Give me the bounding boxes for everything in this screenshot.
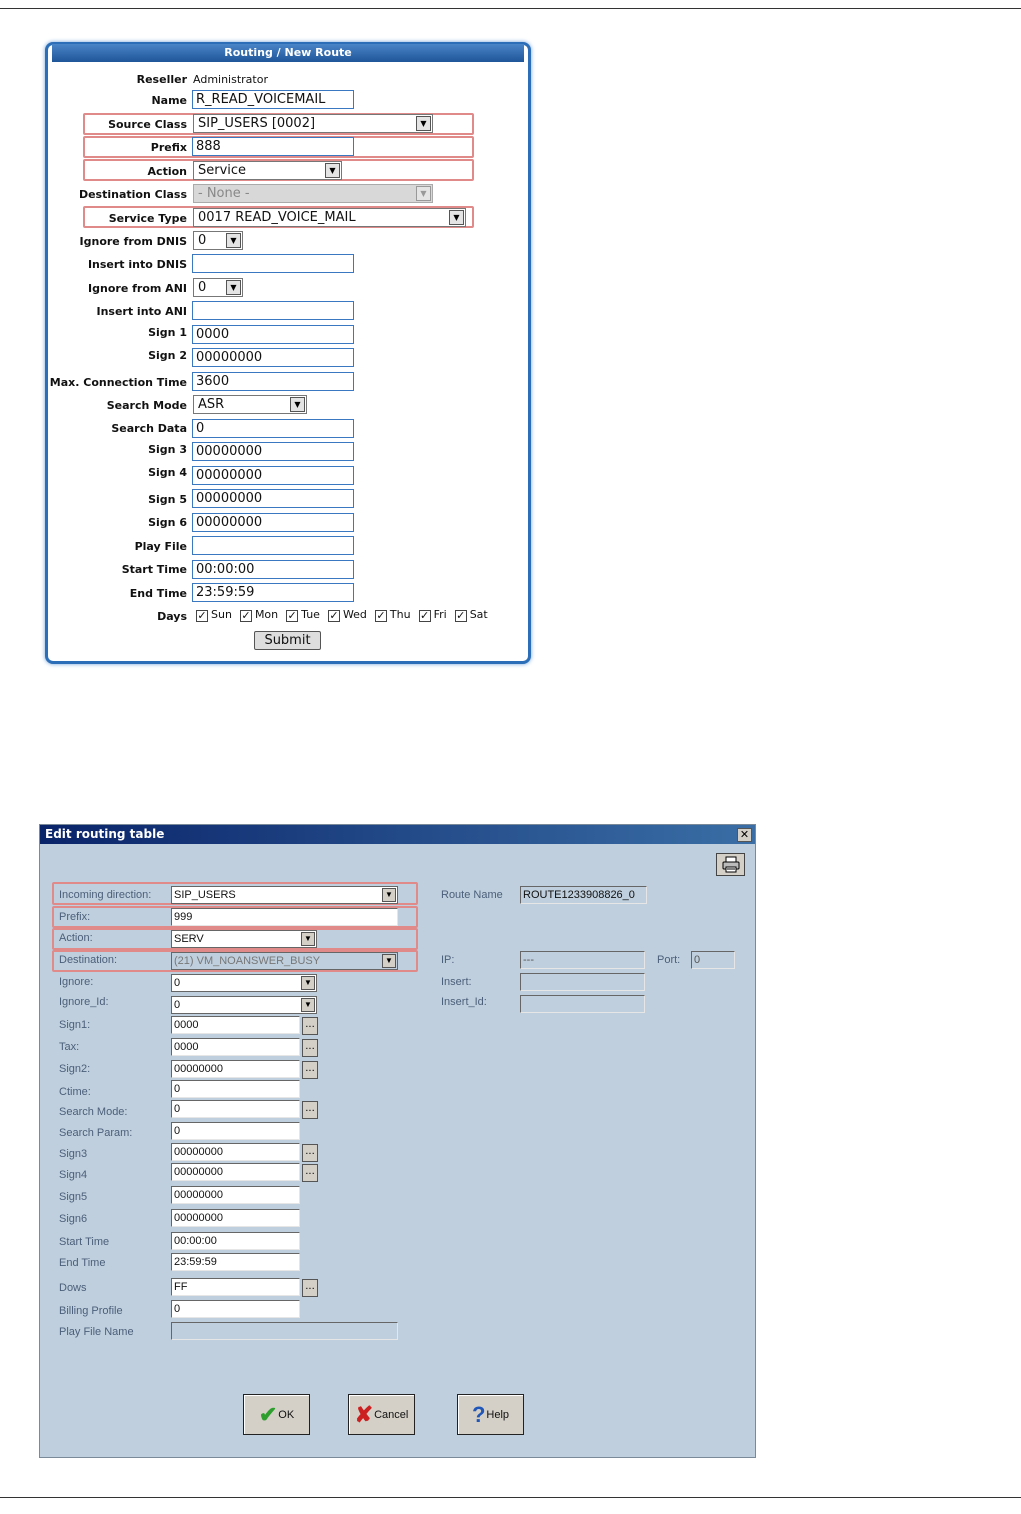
incoming-direction-label: Incoming direction:	[59, 889, 152, 901]
chevron-down-icon: ▼	[325, 163, 340, 178]
question-mark-icon: ?	[471, 1401, 486, 1427]
prefix-label: Prefix	[150, 141, 187, 154]
web-panel-title: Routing / New Route	[52, 44, 524, 62]
ignore-from-dnis-select[interactable]	[193, 231, 243, 250]
chevron-down-icon: ▼	[301, 998, 315, 1012]
cancel-button[interactable]	[348, 1394, 415, 1435]
ignore-from-ani-value: 0	[198, 280, 207, 295]
destination-value: (21) VM_NOANSWER_BUSY	[174, 955, 321, 967]
chevron-down-icon: ▼	[301, 976, 315, 990]
day-label: Sat	[469, 608, 488, 621]
service-type-value: 0017 READ_VOICE_MAIL	[198, 210, 356, 225]
sign1-input[interactable]: 0000	[192, 325, 354, 344]
insert-into-dnis-label: Insert into DNIS	[87, 258, 187, 271]
search-mode-value: ASR	[198, 397, 225, 412]
route-name-input: ROUTE1233908826_0	[520, 886, 647, 904]
checkbox-checked-icon[interactable]: ✓	[419, 609, 430, 622]
chevron-down-icon: ▼	[226, 233, 241, 248]
start-time-input[interactable]: 00:00:00	[192, 560, 354, 579]
sign4-input[interactable]: 00000000	[192, 466, 354, 485]
day-tue[interactable]	[286, 608, 320, 622]
ignore-value: 0	[174, 977, 181, 989]
action-label: Action	[147, 165, 187, 178]
end-time-input[interactable]: 23:59:59	[192, 583, 354, 602]
ignore-from-ani-select[interactable]	[193, 278, 243, 297]
day-sun[interactable]	[196, 608, 232, 622]
destination-label: Destination:	[59, 954, 118, 966]
max-connection-time-label: Max. Connection Time	[49, 376, 187, 389]
prefix-input-dialog[interactable]: 999	[171, 908, 398, 926]
action-select[interactable]	[193, 161, 342, 180]
ignore-select[interactable]	[171, 974, 317, 992]
service-type-select[interactable]	[193, 208, 466, 227]
x-icon: ✘	[354, 1401, 374, 1427]
sign4-browse-button[interactable]: ...	[302, 1164, 318, 1182]
sign4-input-dialog[interactable]: 00000000	[171, 1163, 300, 1181]
sign1-label-dialog: Sign1:	[59, 1019, 91, 1031]
play-file-name-label: Play File Name	[59, 1326, 134, 1338]
billing-profile-input[interactable]: 0	[171, 1300, 300, 1318]
prefix-label-dialog: Prefix:	[59, 911, 91, 923]
ignore-label: Ignore:	[59, 976, 94, 988]
day-label: Tue	[301, 608, 320, 621]
play-file-input[interactable]	[192, 536, 354, 555]
dows-browse-button[interactable]: ...	[302, 1279, 318, 1297]
name-input[interactable]: R_READ_VOICEMAIL	[192, 90, 354, 109]
insert-input	[520, 973, 645, 991]
destination-class-select	[193, 184, 433, 203]
day-label: Wed	[342, 608, 367, 621]
tax-label: Tax:	[59, 1041, 80, 1053]
action-value: Service	[198, 163, 247, 178]
ignore-id-label: Ignore_Id:	[59, 996, 109, 1008]
source-class-select[interactable]	[193, 114, 433, 133]
search-data-label: Search Data	[111, 422, 187, 435]
checkbox-checked-icon[interactable]: ✓	[329, 609, 339, 622]
search-mode-browse-button[interactable]: ...	[302, 1101, 318, 1119]
ignore-id-select[interactable]	[171, 996, 317, 1014]
search-param-input[interactable]: 0	[171, 1122, 300, 1140]
day-label: Fri	[433, 608, 447, 621]
search-param-label: Search Param:	[59, 1127, 133, 1139]
sign1-browse-button[interactable]: ...	[302, 1017, 318, 1035]
checkbox-checked-icon[interactable]: ✓	[287, 609, 297, 622]
ok-button[interactable]	[243, 1394, 310, 1435]
sign3-label: Sign 3	[148, 443, 187, 456]
day-sat[interactable]	[455, 608, 488, 622]
port-input: 0	[691, 951, 735, 969]
top-rule	[0, 8, 1021, 9]
sign3-input[interactable]: 00000000	[192, 442, 354, 461]
submit-button[interactable]: Submit	[254, 631, 321, 650]
max-connection-time-input[interactable]: 3600	[192, 372, 354, 391]
destination-select	[171, 952, 398, 970]
checkbox-checked-icon[interactable]: ✓	[376, 609, 386, 622]
search-data-input[interactable]: 0	[192, 419, 354, 438]
chevron-down-icon: ▼	[226, 280, 241, 295]
checkbox-checked-icon[interactable]: ✓	[197, 609, 207, 622]
day-mon[interactable]	[240, 608, 278, 622]
action-value-dialog: SERV	[174, 933, 204, 945]
print-button[interactable]	[716, 853, 745, 876]
sign2-label: Sign 2	[148, 349, 187, 362]
close-icon[interactable]: ✕	[737, 828, 752, 842]
dows-label: Dows	[59, 1282, 87, 1294]
sign3-browse-button[interactable]: ...	[302, 1144, 318, 1162]
insert-label: Insert:	[441, 976, 472, 988]
sign5-label-dialog: Sign5	[59, 1191, 88, 1203]
play-file-name-input	[171, 1322, 398, 1340]
dows-input[interactable]: FF	[171, 1278, 300, 1296]
insert-into-dnis-input[interactable]	[192, 254, 354, 273]
bottom-rule	[0, 1497, 1021, 1498]
source-class-label: Source Class	[108, 118, 187, 131]
prefix-input[interactable]: 888	[192, 137, 354, 156]
sign2-browse-button[interactable]: ...	[302, 1061, 318, 1079]
sign2-input[interactable]: 00000000	[192, 348, 354, 367]
search-mode-input-dialog[interactable]: 0	[171, 1100, 300, 1118]
ctime-label: Ctime:	[59, 1086, 91, 1098]
ignore-id-value: 0	[174, 999, 181, 1011]
insert-id-label: Insert_Id:	[441, 996, 487, 1008]
incoming-direction-value: SIP_USERS	[174, 889, 236, 901]
days-label: Days	[157, 610, 187, 623]
search-mode-label: Search Mode	[106, 399, 187, 412]
sign1-label: Sign 1	[148, 326, 187, 339]
cancel-label: Cancel	[374, 1408, 409, 1421]
chevron-down-icon: ▼	[416, 116, 431, 131]
ignore-from-dnis-label: Ignore from DNIS	[79, 235, 187, 248]
ctime-input[interactable]: 0	[171, 1080, 300, 1098]
sign1-input-dialog[interactable]: 0000	[171, 1016, 300, 1034]
route-name-label: Route Name	[441, 889, 503, 901]
help-label: Help	[486, 1408, 510, 1421]
day-label: Sun	[211, 608, 232, 621]
action-select-dialog[interactable]	[171, 930, 317, 948]
sign2-label-dialog: Sign2:	[59, 1063, 91, 1075]
chevron-down-icon: ▼	[382, 954, 396, 968]
ok-label: OK	[278, 1408, 295, 1421]
ignore-from-dnis-value: 0	[198, 233, 207, 248]
start-time-label: Start Time	[121, 563, 187, 576]
search-mode-select[interactable]	[193, 395, 307, 414]
destination-class-label: Destination Class	[78, 188, 187, 201]
chevron-down-icon: ▼	[301, 932, 315, 946]
ip-label: IP:	[441, 954, 455, 966]
dialog-title: Edit routing table	[40, 825, 755, 844]
insert-into-ani-label: Insert into ANI	[96, 305, 187, 318]
chevron-down-icon: ▼	[382, 888, 396, 902]
day-fri[interactable]	[419, 608, 447, 622]
sign2-input-dialog[interactable]: 00000000	[171, 1060, 300, 1078]
source-class-value: SIP_USERS [0002]	[198, 116, 316, 131]
play-file-label: Play File	[134, 540, 187, 553]
reseller-value: Administrator	[193, 73, 268, 86]
end-time-label: End Time	[129, 587, 187, 600]
ip-input: ---	[520, 951, 645, 969]
sign6-input[interactable]: 00000000	[192, 513, 354, 532]
sign5-input[interactable]: 00000000	[192, 489, 354, 508]
chevron-down-icon: ▼	[416, 186, 431, 201]
day-wed[interactable]	[328, 608, 367, 622]
name-label: Name	[151, 94, 187, 107]
sign4-label-dialog: Sign4	[59, 1169, 88, 1181]
sign3-label-dialog: Sign3	[59, 1148, 88, 1160]
checkbox-checked-icon[interactable]: ✓	[241, 609, 251, 622]
billing-profile-label: Billing Profile	[59, 1305, 123, 1317]
sign5-input-dialog[interactable]: 00000000	[171, 1186, 300, 1204]
checkmark-icon: ✔	[258, 1401, 278, 1427]
sign4-label: Sign 4	[148, 466, 187, 479]
reseller-label: Reseller	[136, 73, 187, 86]
sign5-label: Sign 5	[148, 493, 187, 506]
tax-browse-button[interactable]: ...	[302, 1039, 318, 1057]
sign6-input-dialog[interactable]: 00000000	[171, 1209, 300, 1227]
day-label: Mon	[254, 608, 279, 621]
help-button[interactable]	[457, 1394, 524, 1435]
end-time-label-dialog: End Time	[59, 1257, 106, 1269]
chevron-down-icon: ▼	[449, 210, 464, 225]
port-label: Port:	[657, 954, 681, 966]
action-label-dialog: Action:	[59, 932, 93, 944]
sign6-label: Sign 6	[148, 516, 187, 529]
checkbox-checked-icon[interactable]: ✓	[456, 609, 466, 622]
incoming-direction-select[interactable]	[171, 886, 398, 904]
chevron-down-icon: ▼	[290, 397, 305, 412]
search-mode-label-dialog: Search Mode:	[59, 1106, 128, 1118]
service-type-label: Service Type	[108, 212, 187, 225]
destination-class-value: - None -	[198, 186, 250, 201]
ignore-from-ani-label: Ignore from ANI	[88, 282, 187, 295]
printer-icon	[722, 856, 740, 873]
start-time-label-dialog: Start Time	[59, 1236, 110, 1248]
tax-input[interactable]: 0000	[171, 1038, 300, 1056]
end-time-input-dialog[interactable]: 23:59:59	[171, 1253, 300, 1271]
days-checkboxes	[196, 608, 488, 622]
sign3-input-dialog[interactable]: 00000000	[171, 1143, 300, 1161]
insert-into-ani-input[interactable]	[192, 301, 354, 320]
day-label: Thu	[389, 608, 411, 621]
start-time-input-dialog[interactable]: 00:00:00	[171, 1232, 300, 1250]
insert-id-input	[520, 995, 645, 1013]
sign6-label-dialog: Sign6	[59, 1213, 88, 1225]
day-thu[interactable]	[375, 608, 411, 622]
